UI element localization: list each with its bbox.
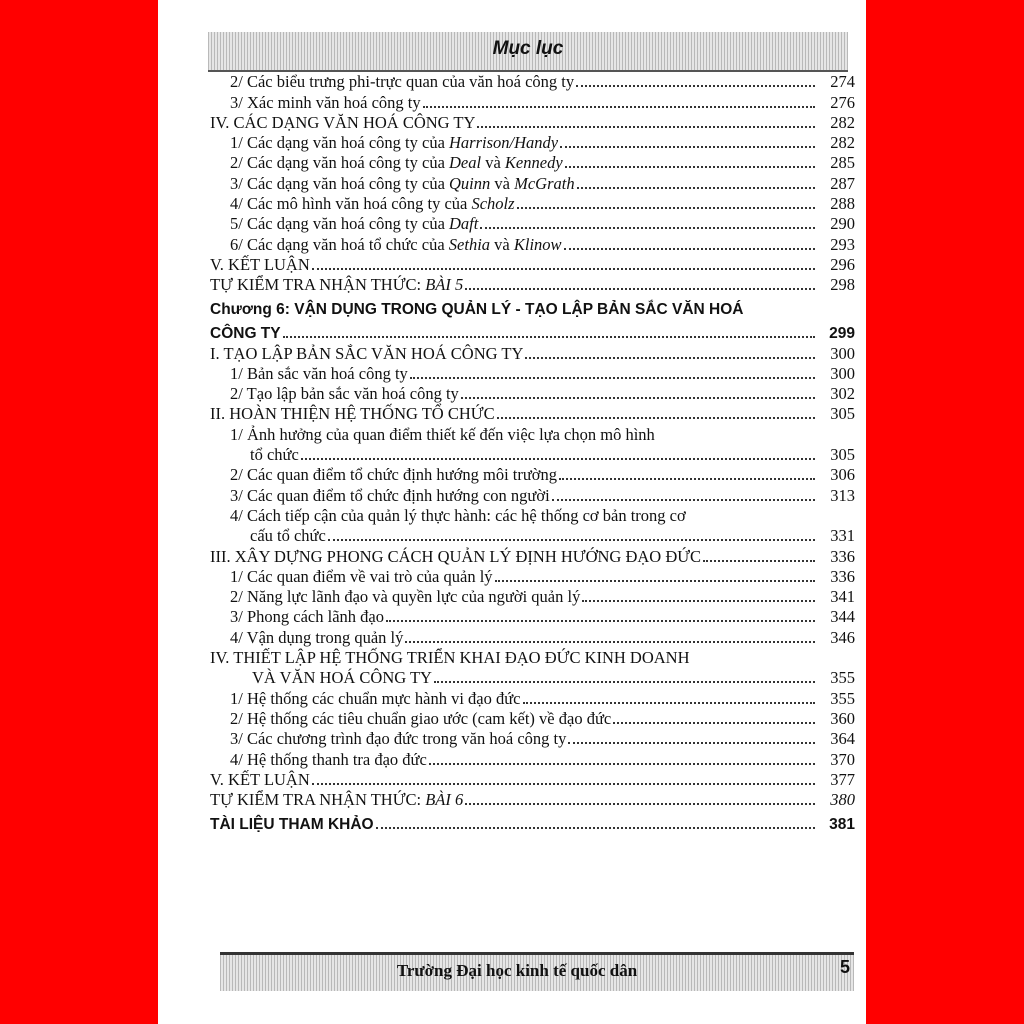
toc-entry-page: 331 [830, 526, 855, 546]
toc-section[interactable] [210, 113, 855, 133]
dot-leader [560, 146, 815, 148]
toc-section[interactable] [210, 255, 855, 275]
toc-entry[interactable] [210, 688, 855, 708]
header-bar [208, 32, 848, 72]
toc-entry[interactable] [210, 465, 855, 485]
toc-entry-label: VÀ VĂN HOÁ CÔNG TY [252, 668, 432, 688]
dot-leader [565, 166, 815, 168]
toc-entry-label: V. KẾT LUẬN [210, 769, 310, 789]
toc-entry-page: 313 [830, 485, 855, 505]
toc-entry-label: 3/ Các quan điểm tổ chức định hướng con người [230, 485, 550, 505]
toc-entry-label: 1/ Hệ thống các chuẩn mực hành vi đạo đức [230, 688, 521, 708]
toc-entry-page: 305 [830, 404, 855, 424]
toc-entry-page: 341 [830, 587, 855, 607]
toc-entry[interactable] [210, 587, 855, 607]
toc-entry-label: 2/ Tạo lập bản sắc văn hoá công ty [230, 384, 459, 404]
toc-entry-label: CÔNG TY [210, 325, 281, 343]
toc-entry-page: 282 [830, 133, 855, 153]
toc-entry-page: 336 [830, 546, 855, 566]
dot-leader [301, 458, 815, 460]
toc-entry-page: 298 [830, 275, 855, 295]
toc-entry[interactable] [210, 214, 855, 234]
toc-chapter[interactable] [210, 319, 855, 343]
toc-entry-label: 5/ Các dạng văn hoá công ty của Daft [230, 214, 479, 234]
toc-section[interactable] [210, 404, 855, 424]
toc-entry-label: 3/ Phong cách lãnh đạo [230, 607, 384, 627]
dot-leader [328, 539, 815, 541]
dot-leader [376, 827, 815, 829]
toc-entry-label: III. XÂY DỰNG PHONG CÁCH QUẢN LÝ ĐỊNH HƯỚNG ĐẠO ĐỨC [210, 546, 702, 566]
toc-entry-label: TỰ KIỂM TRA NHẬN THỨC: BÀI 5 [210, 275, 464, 295]
toc-entry-page: 285 [830, 153, 855, 173]
toc-entry[interactable] [210, 92, 855, 112]
toc-entry[interactable] [210, 153, 855, 173]
dot-leader [312, 268, 815, 270]
toc-entry-label: 4/ Hệ thống thanh tra đạo đức [230, 749, 427, 769]
toc-entry-continued[interactable] [210, 445, 855, 465]
toc-entry-label: I. TẠO LẬP BẢN SẮC VĂN HOÁ CÔNG TY [210, 343, 524, 363]
toc-entry[interactable] [210, 364, 855, 384]
toc-entry-label: 3/ Các dạng văn hoá công ty của Quinn và McGrath [230, 173, 575, 193]
toc-entry[interactable] [210, 234, 855, 254]
toc-entry-label: tổ chức [250, 445, 299, 465]
toc-entry-label: 4/ Cách tiếp cận của quản lý thực hành: các hệ thống cơ bản trong cơ [230, 505, 686, 525]
toc-section[interactable] [210, 546, 855, 566]
dot-leader [613, 722, 815, 724]
dot-leader [576, 85, 815, 87]
dot-leader [525, 357, 815, 359]
toc-chapter[interactable] [210, 295, 855, 319]
toc-entry-page: 299 [829, 325, 855, 343]
toc-entry-label: 3/ Các chương trình đạo đức trong văn hoá công ty [230, 729, 567, 749]
toc-entry-page: 300 [830, 363, 855, 383]
toc-entry-page: 355 [830, 668, 855, 688]
toc-references[interactable] [210, 810, 855, 834]
toc-entry-label: 3/ Xác minh văn hoá công ty [230, 92, 421, 112]
toc-entry-label: 2/ Năng lực lãnh đạo và quyền lực của người quản lý [230, 587, 581, 607]
dot-leader [410, 377, 815, 379]
dot-leader [517, 207, 815, 209]
toc-entry-page: 370 [830, 749, 855, 769]
dot-leader [423, 106, 815, 108]
toc-entry-label: 1/ Ảnh hưởng của quan điểm thiết kế đến việc lựa chọn mô hình [230, 424, 655, 444]
toc-section[interactable] [210, 790, 855, 810]
dot-leader [495, 580, 815, 582]
toc-section[interactable] [210, 648, 855, 668]
toc-entry-label: 2/ Hệ thống các tiêu chuẩn giao ước (cam kết) về đạo đức [230, 708, 612, 728]
toc-entry-page: 276 [830, 92, 855, 112]
toc-entry-label: IV. THIẾT LẬP HỆ THỐNG TRIỂN KHAI ĐẠO ĐỨC KINH DOANH [210, 648, 690, 668]
toc-entry-page: 288 [830, 194, 855, 214]
toc-entry-label: Chương 6: VẬN DỤNG TRONG QUẢN LÝ - TẠO LẬP BẢN SẮC VĂN HOÁ [210, 301, 744, 319]
toc-section-continued[interactable] [210, 668, 855, 688]
table-of-contents [210, 72, 855, 834]
dot-leader [559, 478, 815, 480]
dot-leader [703, 560, 815, 562]
toc-entry-page: 300 [830, 343, 855, 363]
toc-entry-label: 4/ Vận dụng trong quản lý [230, 627, 404, 647]
footer-bar [220, 952, 854, 991]
book-page [158, 0, 866, 1024]
dot-leader [497, 417, 815, 419]
dot-leader [577, 187, 815, 189]
toc-entry[interactable] [210, 72, 855, 92]
toc-entry[interactable] [210, 194, 855, 214]
toc-section[interactable] [210, 343, 855, 363]
toc-entry-page: 360 [830, 708, 855, 728]
dot-leader [429, 763, 815, 765]
toc-entry-page: 336 [830, 566, 855, 586]
dot-leader [283, 336, 815, 338]
toc-entry-page: 355 [830, 688, 855, 708]
dot-leader [582, 600, 815, 602]
toc-entry-label: II. HOÀN THIỆN HỆ THỐNG TỔ CHỨC [210, 404, 495, 424]
dot-leader [465, 288, 815, 290]
toc-entry-label: 4/ Các mô hình văn hoá công ty của Scholz [230, 194, 515, 214]
dot-leader [523, 702, 816, 704]
toc-entry[interactable] [210, 173, 855, 193]
toc-entry-label: 1/ Các dạng văn hoá công ty của Harrison/Handy [230, 133, 559, 153]
toc-entry[interactable] [210, 749, 855, 769]
toc-entry[interactable] [210, 133, 855, 153]
toc-entry-label: 2/ Các quan điểm tổ chức định hướng môi trường [230, 465, 558, 485]
dot-leader [405, 641, 815, 643]
toc-entry[interactable] [210, 485, 855, 505]
toc-entry[interactable] [210, 729, 855, 749]
dot-leader [465, 803, 815, 805]
toc-entry-page: 302 [830, 384, 855, 404]
toc-entry-page: 381 [829, 816, 855, 834]
toc-entry-page: 344 [830, 607, 855, 627]
dot-leader [461, 397, 815, 399]
toc-entry[interactable] [210, 627, 855, 647]
toc-entry-page: 346 [830, 627, 855, 647]
toc-entry[interactable] [210, 424, 855, 444]
toc-entry-label: cấu tổ chức [250, 526, 326, 546]
toc-entry-label: IV. CÁC DẠNG VĂN HOÁ CÔNG TY [210, 112, 476, 132]
toc-entry[interactable] [210, 607, 855, 627]
dot-leader [386, 620, 815, 622]
toc-entry-page: 282 [830, 112, 855, 132]
toc-entry-page: 287 [830, 173, 855, 193]
toc-entry-label: 2/ Các biểu trưng phi-trực quan của văn hoá công ty [230, 72, 575, 92]
page-number: 5 [839, 957, 850, 977]
toc-entry[interactable] [210, 384, 855, 404]
toc-entry-label: TỰ KIỂM TRA NHẬN THỨC: BÀI 6 [210, 790, 464, 810]
toc-entry-page: 380 [830, 790, 855, 810]
dot-leader [564, 248, 815, 250]
toc-entry-page: 296 [830, 254, 855, 274]
toc-entry-page: 377 [830, 769, 855, 789]
dot-leader [552, 499, 815, 501]
dot-leader [477, 126, 815, 128]
toc-entry[interactable] [210, 567, 855, 587]
toc-entry-label: TÀI LIỆU THAM KHẢO [210, 816, 374, 834]
toc-entry-page: 274 [830, 72, 855, 92]
toc-entry-page: 306 [830, 465, 855, 485]
dot-leader [480, 227, 815, 229]
toc-entry-page: 305 [830, 445, 855, 465]
toc-entry-page: 293 [830, 234, 855, 254]
toc-section[interactable] [210, 770, 855, 790]
dot-leader [568, 742, 815, 744]
dot-leader [312, 783, 815, 785]
toc-entry-label: 1/ Các quan điểm về vai trò của quản lý [230, 566, 493, 586]
toc-entry-label: 1/ Bản sắc văn hoá công ty [230, 363, 408, 383]
footer-title: Trường Đại học kinh tế quốc dân [396, 961, 638, 980]
toc-section[interactable] [210, 275, 855, 295]
toc-entry[interactable] [210, 506, 855, 526]
toc-entry-page: 364 [830, 729, 855, 749]
toc-entry-label: V. KẾT LUẬN [210, 254, 310, 274]
page-title: Mục lục [492, 38, 564, 59]
toc-entry-label: 6/ Các dạng văn hoá tổ chức của Sethia và Klinow [230, 234, 562, 254]
toc-entry-continued[interactable] [210, 526, 855, 546]
dot-leader [434, 681, 815, 683]
toc-entry-label: 2/ Các dạng văn hoá công ty của Deal và Kennedy [230, 153, 563, 173]
toc-entry-page: 290 [830, 214, 855, 234]
toc-entry[interactable] [210, 709, 855, 729]
